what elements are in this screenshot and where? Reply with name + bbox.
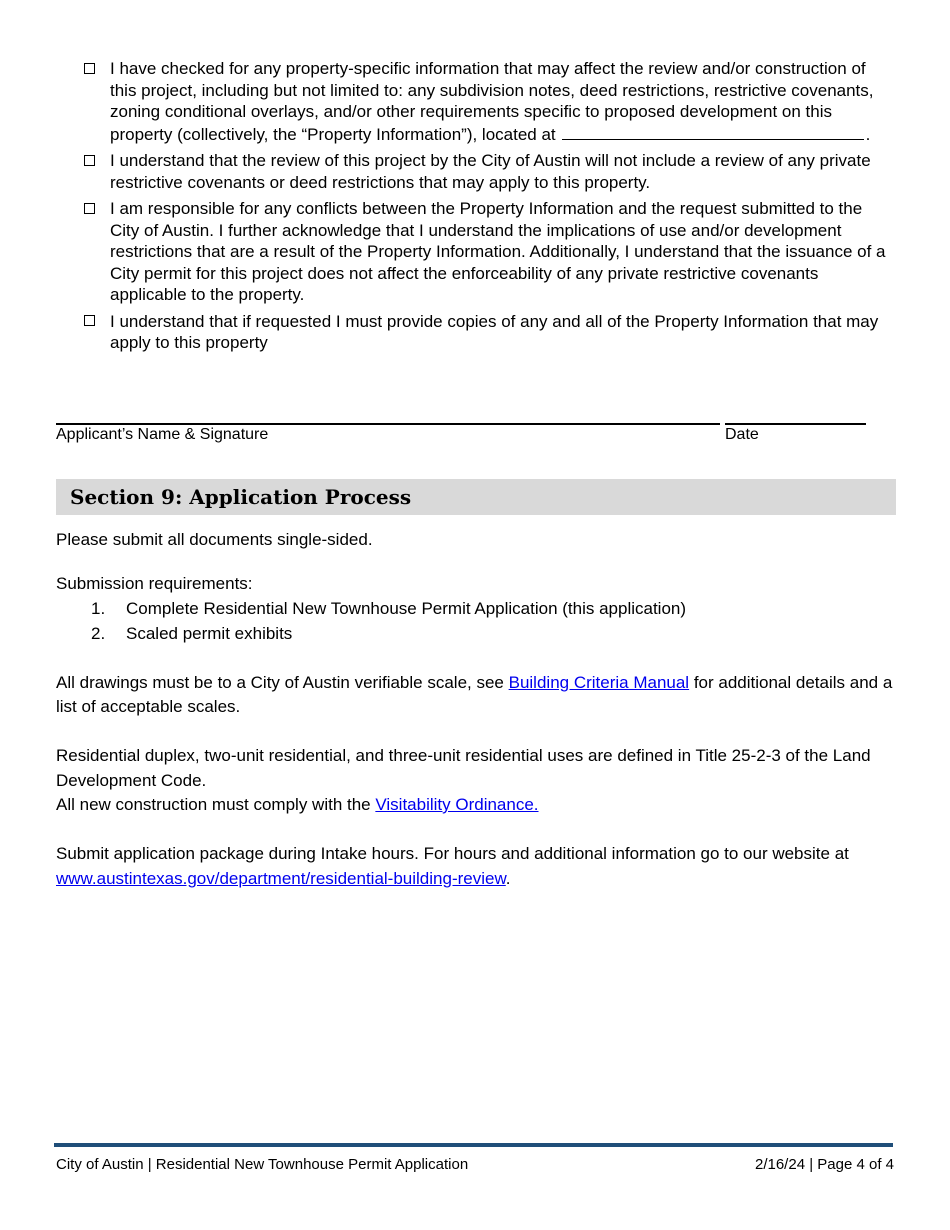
applicant-signature-field[interactable] — [56, 423, 720, 425]
residential-uses-paragraph: Residential duplex, two-unit residential, and three-unit residential uses are defined in Title 25-2-3 of the Land Development Code. — [56, 746, 871, 790]
signature-date-field[interactable] — [725, 423, 866, 425]
checklist-item-property-info — [84, 58, 896, 145]
visitability-ordinance-link[interactable]: Visitability Ordinance. — [375, 795, 539, 814]
building-criteria-manual-link[interactable]: Building Criteria Manual — [508, 672, 690, 692]
checklist-item-copies — [84, 311, 896, 354]
checklist-item-text: I understand that the review of this project by the City of Austin will not include a review of any private restrictive covenants or deed restrictions that may apply to this property. — [110, 151, 871, 192]
submission-requirements-list — [56, 596, 896, 646]
footer-page-info: 2/16/24 | Page 4 of 4 — [754, 1156, 894, 1173]
visitability-paragraph: All new construction must comply with the Visitability Ordinance. — [56, 795, 539, 814]
residential-building-review-link[interactable]: www.austintexas.gov/department/residential-building-review — [56, 868, 506, 888]
section-9-header — [56, 479, 896, 515]
checkbox-review-scope[interactable] — [84, 155, 95, 166]
footer-divider — [54, 1143, 893, 1147]
signature-date-label: Date — [725, 426, 759, 443]
drawings-paragraph: All drawings must be to a City of Austin verifiable scale, see Building Criteria Manual for additional details and a list of acceptable scales. — [56, 672, 893, 716]
property-location-field[interactable] — [562, 123, 864, 140]
submission-requirements-label: Submission requirements: — [56, 573, 253, 593]
checklist-item-review-scope — [84, 150, 896, 193]
checklist-item-text: I am responsible for any conflicts between the Property Information and the request submitted to the City of Austin. I further acknowledge that I understand the implications of use and/or development restrictions that are a result of the Property Information. Additionally, I understand that the issuance of a City permit for this project does not affect the enforceability of any private restrictive covenants applicable to the property. — [110, 199, 886, 304]
checklist-item-suffix: . — [865, 124, 871, 144]
checkbox-copies[interactable] — [84, 315, 95, 326]
applicant-signature-label: Applicant’s Name & Signature — [56, 426, 269, 443]
submit-paragraph: Submit application package during Intake hours. For hours and additional information go to our website at www.austintexas.gov/department/residential-building-review. — [56, 844, 849, 888]
footer-document-title: City of Austin | Residential New Townhouse Permit Application — [56, 1156, 469, 1173]
list-item-text: Scaled permit exhibits — [126, 624, 293, 643]
list-item-text: Complete Residential New Townhouse Permit Application (this application) — [126, 599, 687, 618]
list-item — [56, 621, 896, 646]
section-9-body — [56, 528, 896, 891]
checklist-item-conflicts — [84, 198, 896, 306]
list-item — [56, 596, 896, 621]
checkbox-conflicts[interactable] — [84, 203, 95, 214]
single-sided-note: Please submit all documents single-sided. — [56, 530, 373, 549]
checklist-item-text: I understand that if requested I must provide copies of any and all of the Property Information that may apply to this property — [110, 311, 879, 352]
list-item-number: 1. — [91, 599, 106, 618]
checklist-item-text: I have checked for any property-specific information that may affect the review and/or construction of this project, including but not limited to: any subdivision notes, deed restrictions, restrictive covenants, zoning conditional overlays, and/or other requirements specific to proposed development on this property (collectively, the “Property Information”), located at — [110, 59, 874, 144]
section-title: Section 9: Application Process — [70, 485, 412, 509]
checkbox-property-info[interactable] — [84, 63, 95, 74]
list-item-number: 2. — [91, 624, 106, 643]
acknowledgement-checklist — [84, 58, 896, 359]
